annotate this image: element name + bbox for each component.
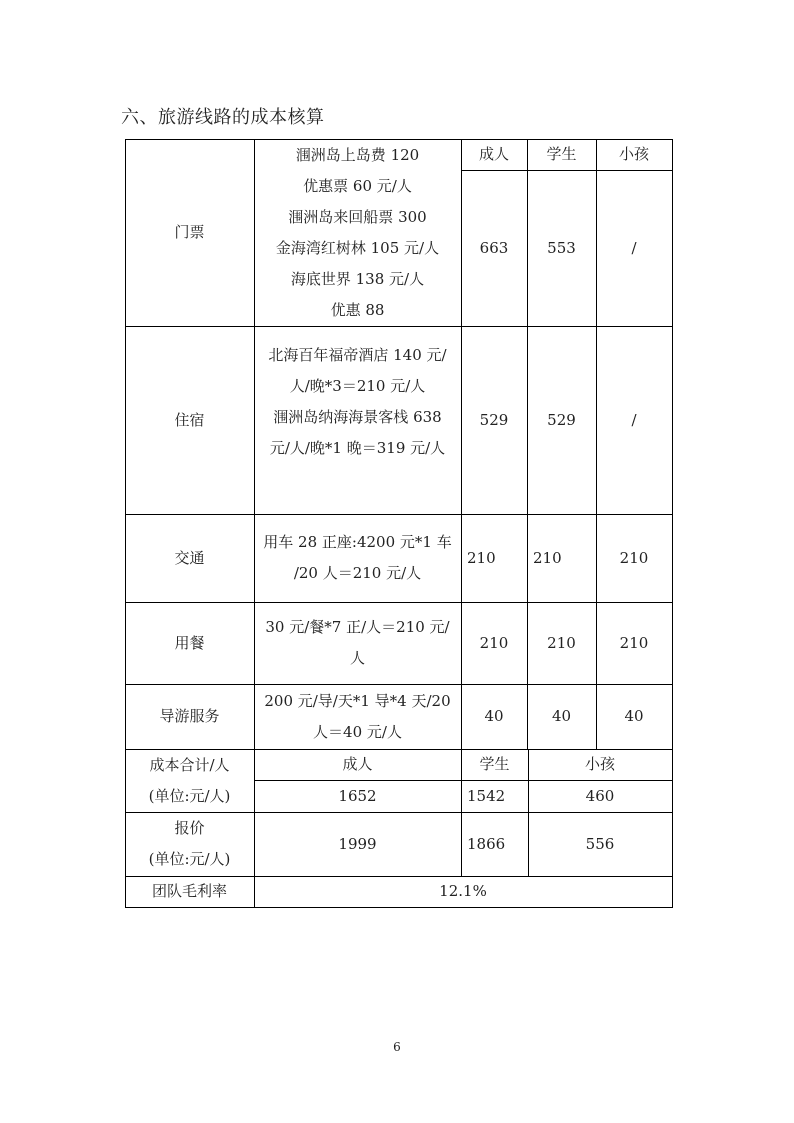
total-label-line2: (单位:元/人) [148, 786, 231, 805]
margin-label: 团队毛利率 [151, 882, 227, 900]
margin-value: 12.1% [439, 882, 487, 900]
ticket-details [254, 139, 461, 326]
ticket-child: / [631, 238, 637, 257]
ticket-adult: 663 [479, 238, 509, 257]
detail-line: 涠洲岛来回船票 300 [288, 207, 427, 226]
ticket-label: 门票 [174, 223, 205, 241]
total-student-header: 学生 [479, 755, 510, 773]
guide-child: 40 [624, 707, 644, 725]
transport-label: 交通 [174, 548, 205, 567]
guide-label: 导游服务 [159, 707, 220, 725]
total-child-header: 小孩 [584, 755, 615, 773]
quote-label-line2: (单位:元/人) [148, 850, 231, 868]
page-number: 6 [393, 1040, 401, 1054]
detail-line: 优惠票 60 元/人 [303, 176, 412, 195]
detail-line: 人＝40 元/人 [313, 722, 402, 741]
total-adult-header: 成人 [342, 755, 373, 773]
guide-adult: 40 [484, 707, 504, 725]
meals-student: 210 [547, 633, 576, 652]
quote-label [125, 812, 254, 876]
ticket-student: 553 [547, 238, 576, 257]
detail-line: 30 元/餐*7 正/人＝210 元/ [265, 618, 450, 636]
lodging-adult: 529 [479, 410, 509, 429]
guide-details [254, 684, 461, 749]
quote-adult: 1999 [338, 834, 377, 853]
quote-child: 556 [585, 834, 615, 853]
detail-line: 用车 28 正座:4200 元*1 车 [263, 533, 452, 551]
detail-line: 涠洲岛上岛费 120 [295, 145, 420, 164]
total-child: 460 [585, 786, 615, 805]
header-adult: 成人 [478, 145, 509, 163]
lodging-label: 住宿 [174, 410, 205, 429]
detail-line: 北海百年福帝酒店 140 元/ [268, 346, 447, 364]
meals-details [254, 602, 461, 684]
detail-line: 元/人/晚*1 晚＝319 元/人 [269, 439, 446, 457]
header-child: 小孩 [618, 145, 649, 163]
meals-label: 用餐 [174, 633, 205, 652]
detail-line: 优惠 88 [330, 300, 385, 319]
total-label [125, 749, 254, 812]
detail-line: 人 [349, 649, 365, 667]
quote-label-line1: 报价 [174, 819, 205, 837]
meals-adult: 210 [479, 633, 509, 652]
detail-line: 涠洲岛纳海海景客栈 638 [273, 408, 442, 426]
total-student: 1542 [467, 786, 506, 805]
lodging-student: 529 [547, 410, 576, 429]
meals-child: 210 [619, 633, 649, 652]
guide-student: 40 [551, 707, 572, 725]
transport-student: 210 [533, 548, 562, 567]
section-heading: 六、旅游线路的成本核算 [121, 107, 325, 128]
header-student: 学生 [546, 145, 577, 163]
transport-details [254, 514, 461, 602]
detail-line: 200 元/导/天*1 导*4 天/20 [264, 691, 451, 710]
lodging-child: / [631, 410, 637, 429]
transport-adult: 210 [467, 548, 496, 567]
transport-child: 210 [619, 548, 649, 567]
detail-line: 金海湾红树林 105 元/人 [275, 238, 440, 257]
total-label-line1: 成本合计/人 [149, 755, 230, 774]
total-adult: 1652 [338, 786, 377, 805]
detail-line: 海底世界 138 元/人 [290, 269, 425, 288]
quote-student: 1866 [467, 834, 506, 853]
detail-line: /20 人＝210 元/人 [293, 564, 422, 582]
detail-line: 人/晚*3＝210 元/人 [289, 377, 426, 395]
lodging-details [254, 340, 461, 464]
